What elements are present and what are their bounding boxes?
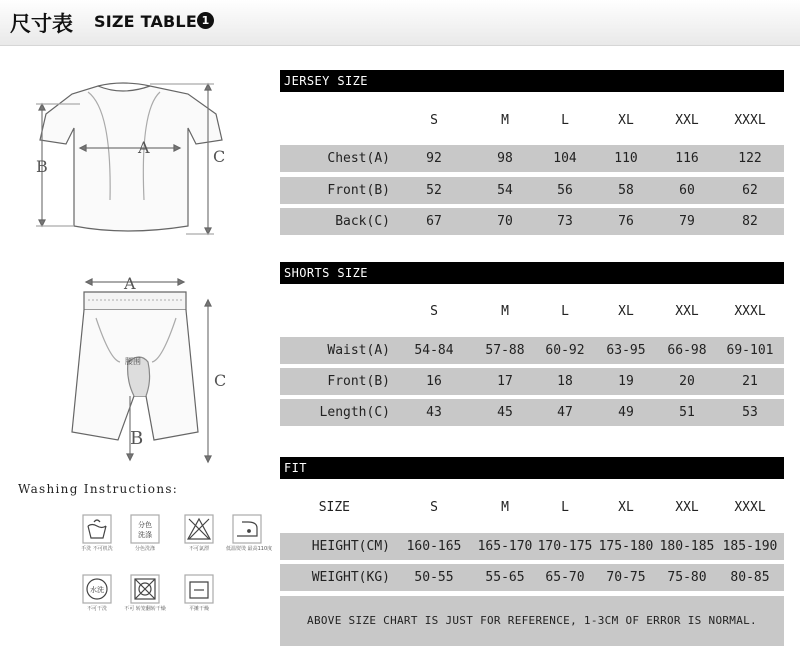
column-header: XL	[618, 113, 634, 128]
table-cell: 49	[618, 405, 634, 420]
column-header: S	[430, 304, 438, 319]
table-cell: 54	[497, 183, 513, 198]
svg-text:分色: 分色	[138, 521, 152, 529]
table-row	[280, 368, 784, 395]
table-row	[280, 337, 784, 364]
column-header: XXXL	[734, 113, 766, 128]
jersey-label-b: B	[36, 157, 48, 176]
table-cell: 43	[426, 405, 442, 420]
table-header-row	[280, 107, 784, 134]
do-not-wash-water-caption: 不可干洗	[86, 606, 107, 612]
table-title-bar: FIT	[280, 457, 784, 479]
shorts-label-b: B	[130, 428, 144, 449]
wash-separately-icon	[124, 514, 166, 553]
column-header: S	[430, 500, 438, 515]
column-header: L	[561, 304, 569, 319]
table-cell: 73	[557, 214, 573, 229]
row-label: Front(B)	[327, 183, 390, 198]
hand-wash-icon	[76, 514, 118, 553]
table-cell: 122	[738, 151, 762, 166]
column-header: M	[501, 500, 509, 515]
table-cell: 45	[497, 405, 513, 420]
table-cell: 54-84	[414, 343, 454, 358]
table-cell: 104	[553, 151, 577, 166]
table-row	[280, 399, 784, 426]
table-cell: 60	[679, 183, 695, 198]
do-not-tumble-dry-icon	[124, 574, 166, 613]
table-row	[280, 177, 784, 204]
table-cell: 62	[742, 183, 758, 198]
table-row	[280, 145, 784, 172]
svg-text:水洗: 水洗	[90, 586, 104, 594]
table-cell: 70	[497, 214, 513, 229]
table-cell: 160-165	[406, 539, 462, 554]
table-cell: 65-70	[545, 570, 585, 585]
table-header-label: SIZE	[318, 500, 350, 515]
shorts-waist-label: 腰围	[125, 357, 141, 366]
table-cell: 79	[679, 214, 695, 229]
table-row	[280, 208, 784, 235]
column-header: S	[430, 113, 438, 128]
table-cell: 51	[679, 405, 695, 420]
row-label: Chest(A)	[327, 151, 390, 166]
column-header: M	[501, 113, 509, 128]
table-cell: 19	[618, 374, 634, 389]
shorts-label-a: A	[124, 274, 136, 293]
row-label: HEIGHT(CM)	[311, 539, 390, 554]
column-header: XXXL	[734, 304, 766, 319]
hand-wash-caption: 手洗 不可机洗	[81, 546, 113, 552]
table-cell: 165-170	[477, 539, 533, 554]
table-cell: 76	[618, 214, 634, 229]
table-cell: 17	[497, 374, 513, 389]
table-cell: 110	[614, 151, 638, 166]
table-cell: 175-180	[598, 539, 654, 554]
column-header: XXL	[675, 500, 699, 515]
table-row	[280, 564, 784, 591]
jersey-label-c: C	[213, 147, 226, 166]
wash-separately-caption: 分色洗涤	[134, 546, 155, 552]
table-cell: 170-175	[537, 539, 593, 554]
table-cell: 66-98	[667, 343, 707, 358]
table-title-bar: JERSEY SIZE	[280, 70, 784, 92]
table-cell: 52	[426, 183, 442, 198]
table-cell: 58	[618, 183, 634, 198]
table-cell: 75-80	[667, 570, 707, 585]
table-cell: 70-75	[606, 570, 646, 585]
table-cell: 56	[557, 183, 573, 198]
column-header: XXXL	[734, 500, 766, 515]
table-header-row	[280, 494, 784, 521]
iron-low-temp-caption: 低温熨烫 最高110度	[226, 546, 273, 552]
shorts-label-c: C	[214, 371, 227, 390]
table-cell: 53	[742, 405, 758, 420]
jersey-label-a: A	[138, 138, 150, 157]
table-cell: 55-65	[485, 570, 525, 585]
column-header: XL	[618, 304, 634, 319]
table-header-row	[280, 298, 784, 325]
table-title-bar: SHORTS SIZE	[280, 262, 784, 284]
section-number-badge: 1	[197, 12, 214, 29]
column-header: XXL	[675, 304, 699, 319]
table-cell: 67	[426, 214, 442, 229]
column-header: L	[561, 113, 569, 128]
garment-illustrations	[0, 60, 270, 480]
row-label: Waist(A)	[327, 343, 390, 358]
column-header: XXL	[675, 113, 699, 128]
title-english: SIZE TABLE	[94, 12, 197, 31]
page-header	[0, 0, 800, 46]
do-not-tumble-dry-caption: 不可 转笼翻转干燥	[124, 606, 166, 612]
dry-flat-caption: 平摊干燥	[188, 606, 209, 612]
svg-text:洗涤: 洗涤	[138, 531, 152, 539]
table-cell: 21	[742, 374, 758, 389]
table-cell: 18	[557, 374, 573, 389]
table-cell: 98	[497, 151, 513, 166]
row-label: Length(C)	[319, 405, 390, 420]
table-cell: 63-95	[606, 343, 646, 358]
size-chart-note: ABOVE SIZE CHART IS JUST FOR REFERENCE, 1-3CM OF ERROR IS NORMAL.	[280, 596, 784, 646]
do-not-bleach-icon	[178, 514, 220, 553]
table-cell: 92	[426, 151, 442, 166]
table-cell: 180-185	[659, 539, 715, 554]
table-cell: 47	[557, 405, 573, 420]
table-cell: 50-55	[414, 570, 454, 585]
do-not-bleach-caption: 不可氯漂	[188, 546, 209, 552]
table-cell: 57-88	[485, 343, 525, 358]
table-cell: 116	[675, 151, 699, 166]
table-cell: 185-190	[722, 539, 778, 554]
title-chinese: 尺寸表	[10, 12, 73, 36]
row-label: WEIGHT(KG)	[311, 570, 390, 585]
column-header: M	[501, 304, 509, 319]
table-cell: 20	[679, 374, 695, 389]
table-cell: 82	[742, 214, 758, 229]
washing-instructions-title: Washing Instructions:	[18, 482, 179, 496]
jersey-illustration	[36, 83, 222, 234]
table-cell: 69-101	[726, 343, 774, 358]
iron-low-temp-icon	[226, 514, 273, 553]
table-cell: 16	[426, 374, 442, 389]
table-cell: 80-85	[730, 570, 770, 585]
row-label: Back(C)	[335, 214, 390, 229]
table-row	[280, 533, 784, 560]
column-header: XL	[618, 500, 634, 515]
do-not-wash-water-icon	[76, 574, 118, 613]
row-label: Front(B)	[327, 374, 390, 389]
table-cell: 60-92	[545, 343, 585, 358]
column-header: L	[561, 500, 569, 515]
dry-flat-icon	[178, 574, 220, 613]
